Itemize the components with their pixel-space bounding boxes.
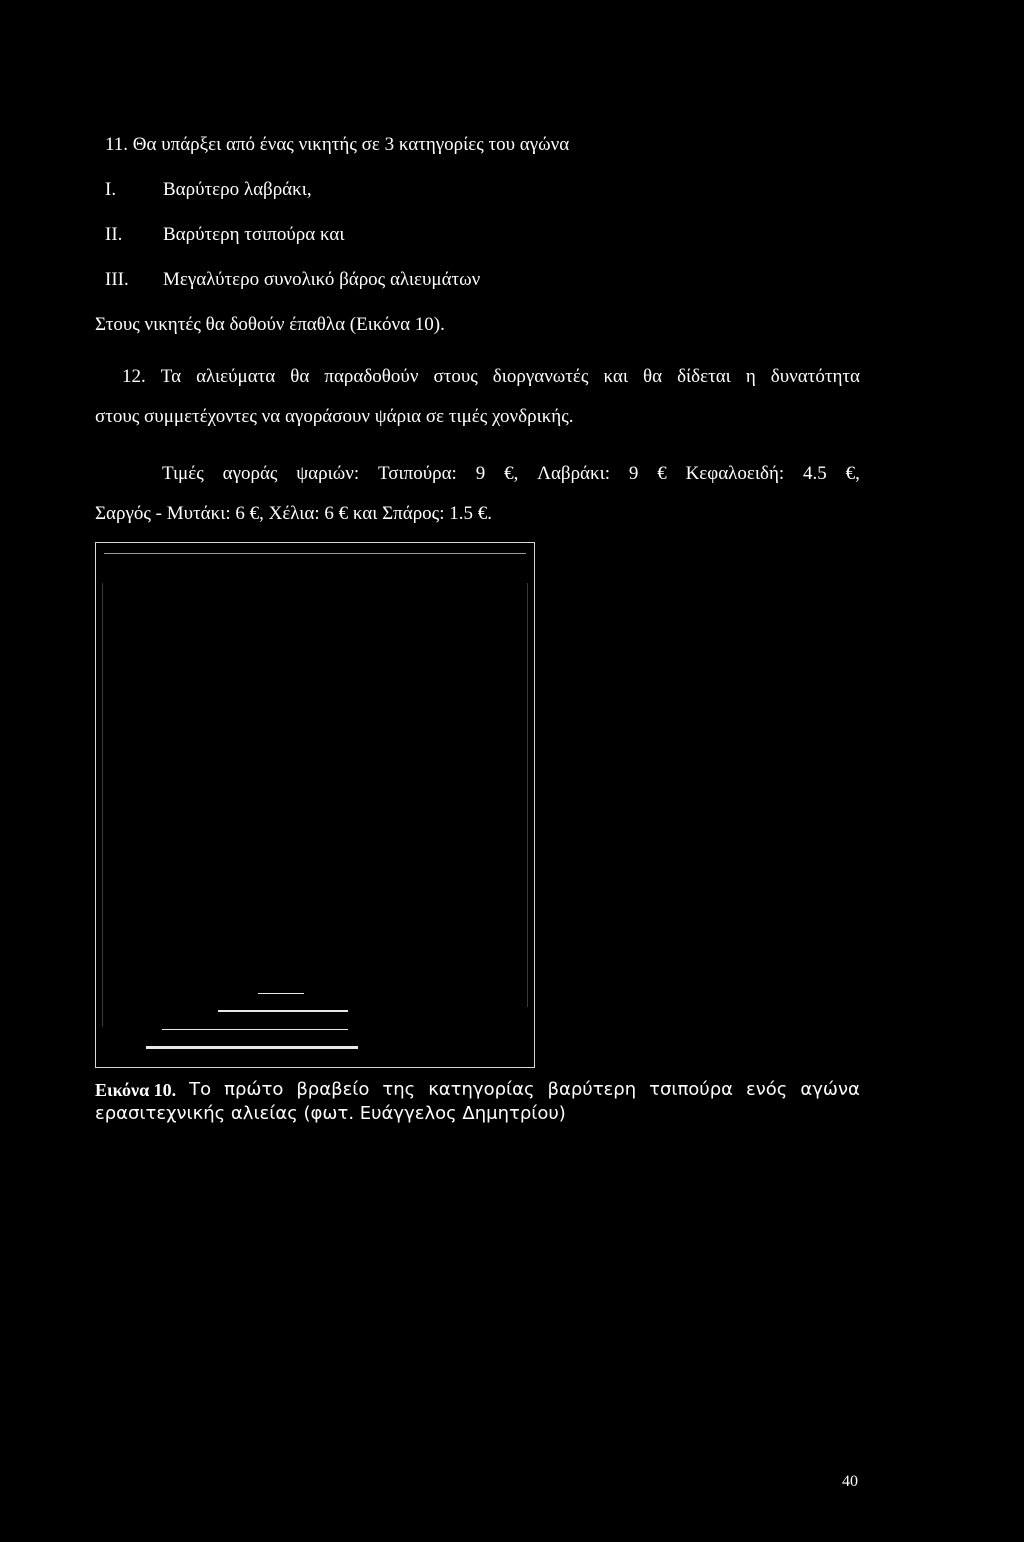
word: θα: [642, 366, 663, 387]
item-12-line-1: [122, 365, 860, 389]
word: 4.5: [803, 463, 827, 484]
word: αλιεύματα: [196, 366, 276, 387]
word: της: [382, 1079, 416, 1100]
page-number: 40: [842, 1473, 858, 1490]
word: στους: [433, 366, 478, 387]
item-11-heading: 11. Θα υπάρξει από ένας νικητής σε 3 κατηγορίες του αγώνα: [105, 134, 570, 155]
word: αγώνα: [800, 1079, 860, 1100]
list-item-text: Μεγαλύτερο συνολικό βάρος αλιευμάτων: [163, 269, 481, 290]
word: ψαριών:: [296, 463, 360, 484]
item-12-line-2: στους συμμετέχοντες να αγοράσουν ψάρια σε τιμές χονδρικής.: [95, 406, 574, 427]
word: πρώτο: [224, 1079, 284, 1100]
frame-line: [102, 583, 103, 1027]
caption-label: Εικόνα 10.: [95, 1080, 177, 1100]
word: 9: [628, 463, 639, 484]
photo-highlight: [162, 1029, 348, 1030]
word: παραδοθούν: [324, 366, 419, 387]
frame-line: [104, 553, 526, 554]
word: ενός: [746, 1079, 788, 1100]
prizes-sentence: Στους νικητές θα δοθούν έπαθλα (Εικόνα 10).: [95, 314, 445, 335]
frame-line: [527, 583, 528, 1007]
figure-caption: [95, 1078, 860, 1126]
prices-line-1: [162, 462, 860, 486]
photo-highlight: [218, 1010, 348, 1012]
word: 12.: [122, 366, 146, 387]
word: Το: [189, 1079, 212, 1100]
word: €,: [845, 463, 860, 484]
word: αγοράς: [222, 463, 278, 484]
word: €,: [504, 463, 519, 484]
photo-highlight: [258, 993, 304, 994]
prices-line-2: Σαργός - Μυτάκι: 6 €, Χέλια: 6 € και Σπάρος: 1.5 €.: [95, 503, 492, 524]
word: τσιπούρα: [649, 1079, 734, 1100]
word: Λαβράκι:: [537, 463, 610, 484]
word: Τσιπούρα:: [377, 463, 457, 484]
word: €: [657, 463, 667, 484]
word: και: [603, 366, 628, 387]
word: Τιμές: [162, 463, 204, 484]
word: κατηγορίας: [428, 1079, 535, 1100]
figure-photo: [95, 542, 535, 1068]
word: δίδεται: [677, 366, 731, 387]
word: βαρύτερη: [547, 1079, 637, 1100]
word: βραβείο: [296, 1079, 370, 1100]
word: θα: [290, 366, 310, 387]
caption-line-1: [95, 1078, 860, 1102]
list-item-number: II.: [105, 224, 123, 245]
word: 9: [475, 463, 486, 484]
photo-highlight: [146, 1046, 358, 1049]
caption-line-2: ερασιτεχνικής αλιείας (φωτ. Ευάγγελος Δημητρίου): [95, 1103, 566, 1124]
list-item-text: Βαρύτερο λαβράκι,: [163, 179, 312, 200]
list-item-number: III.: [105, 269, 129, 290]
word: διοργανωτές: [492, 366, 589, 387]
list-item-text: Βαρύτερη τσιπούρα και: [163, 224, 345, 245]
word: δυνατότητα: [770, 366, 860, 387]
list-item-number: I.: [105, 179, 117, 200]
word: Τα: [160, 366, 182, 387]
word: η: [745, 366, 756, 387]
word: Κεφαλοειδή:: [685, 463, 785, 484]
